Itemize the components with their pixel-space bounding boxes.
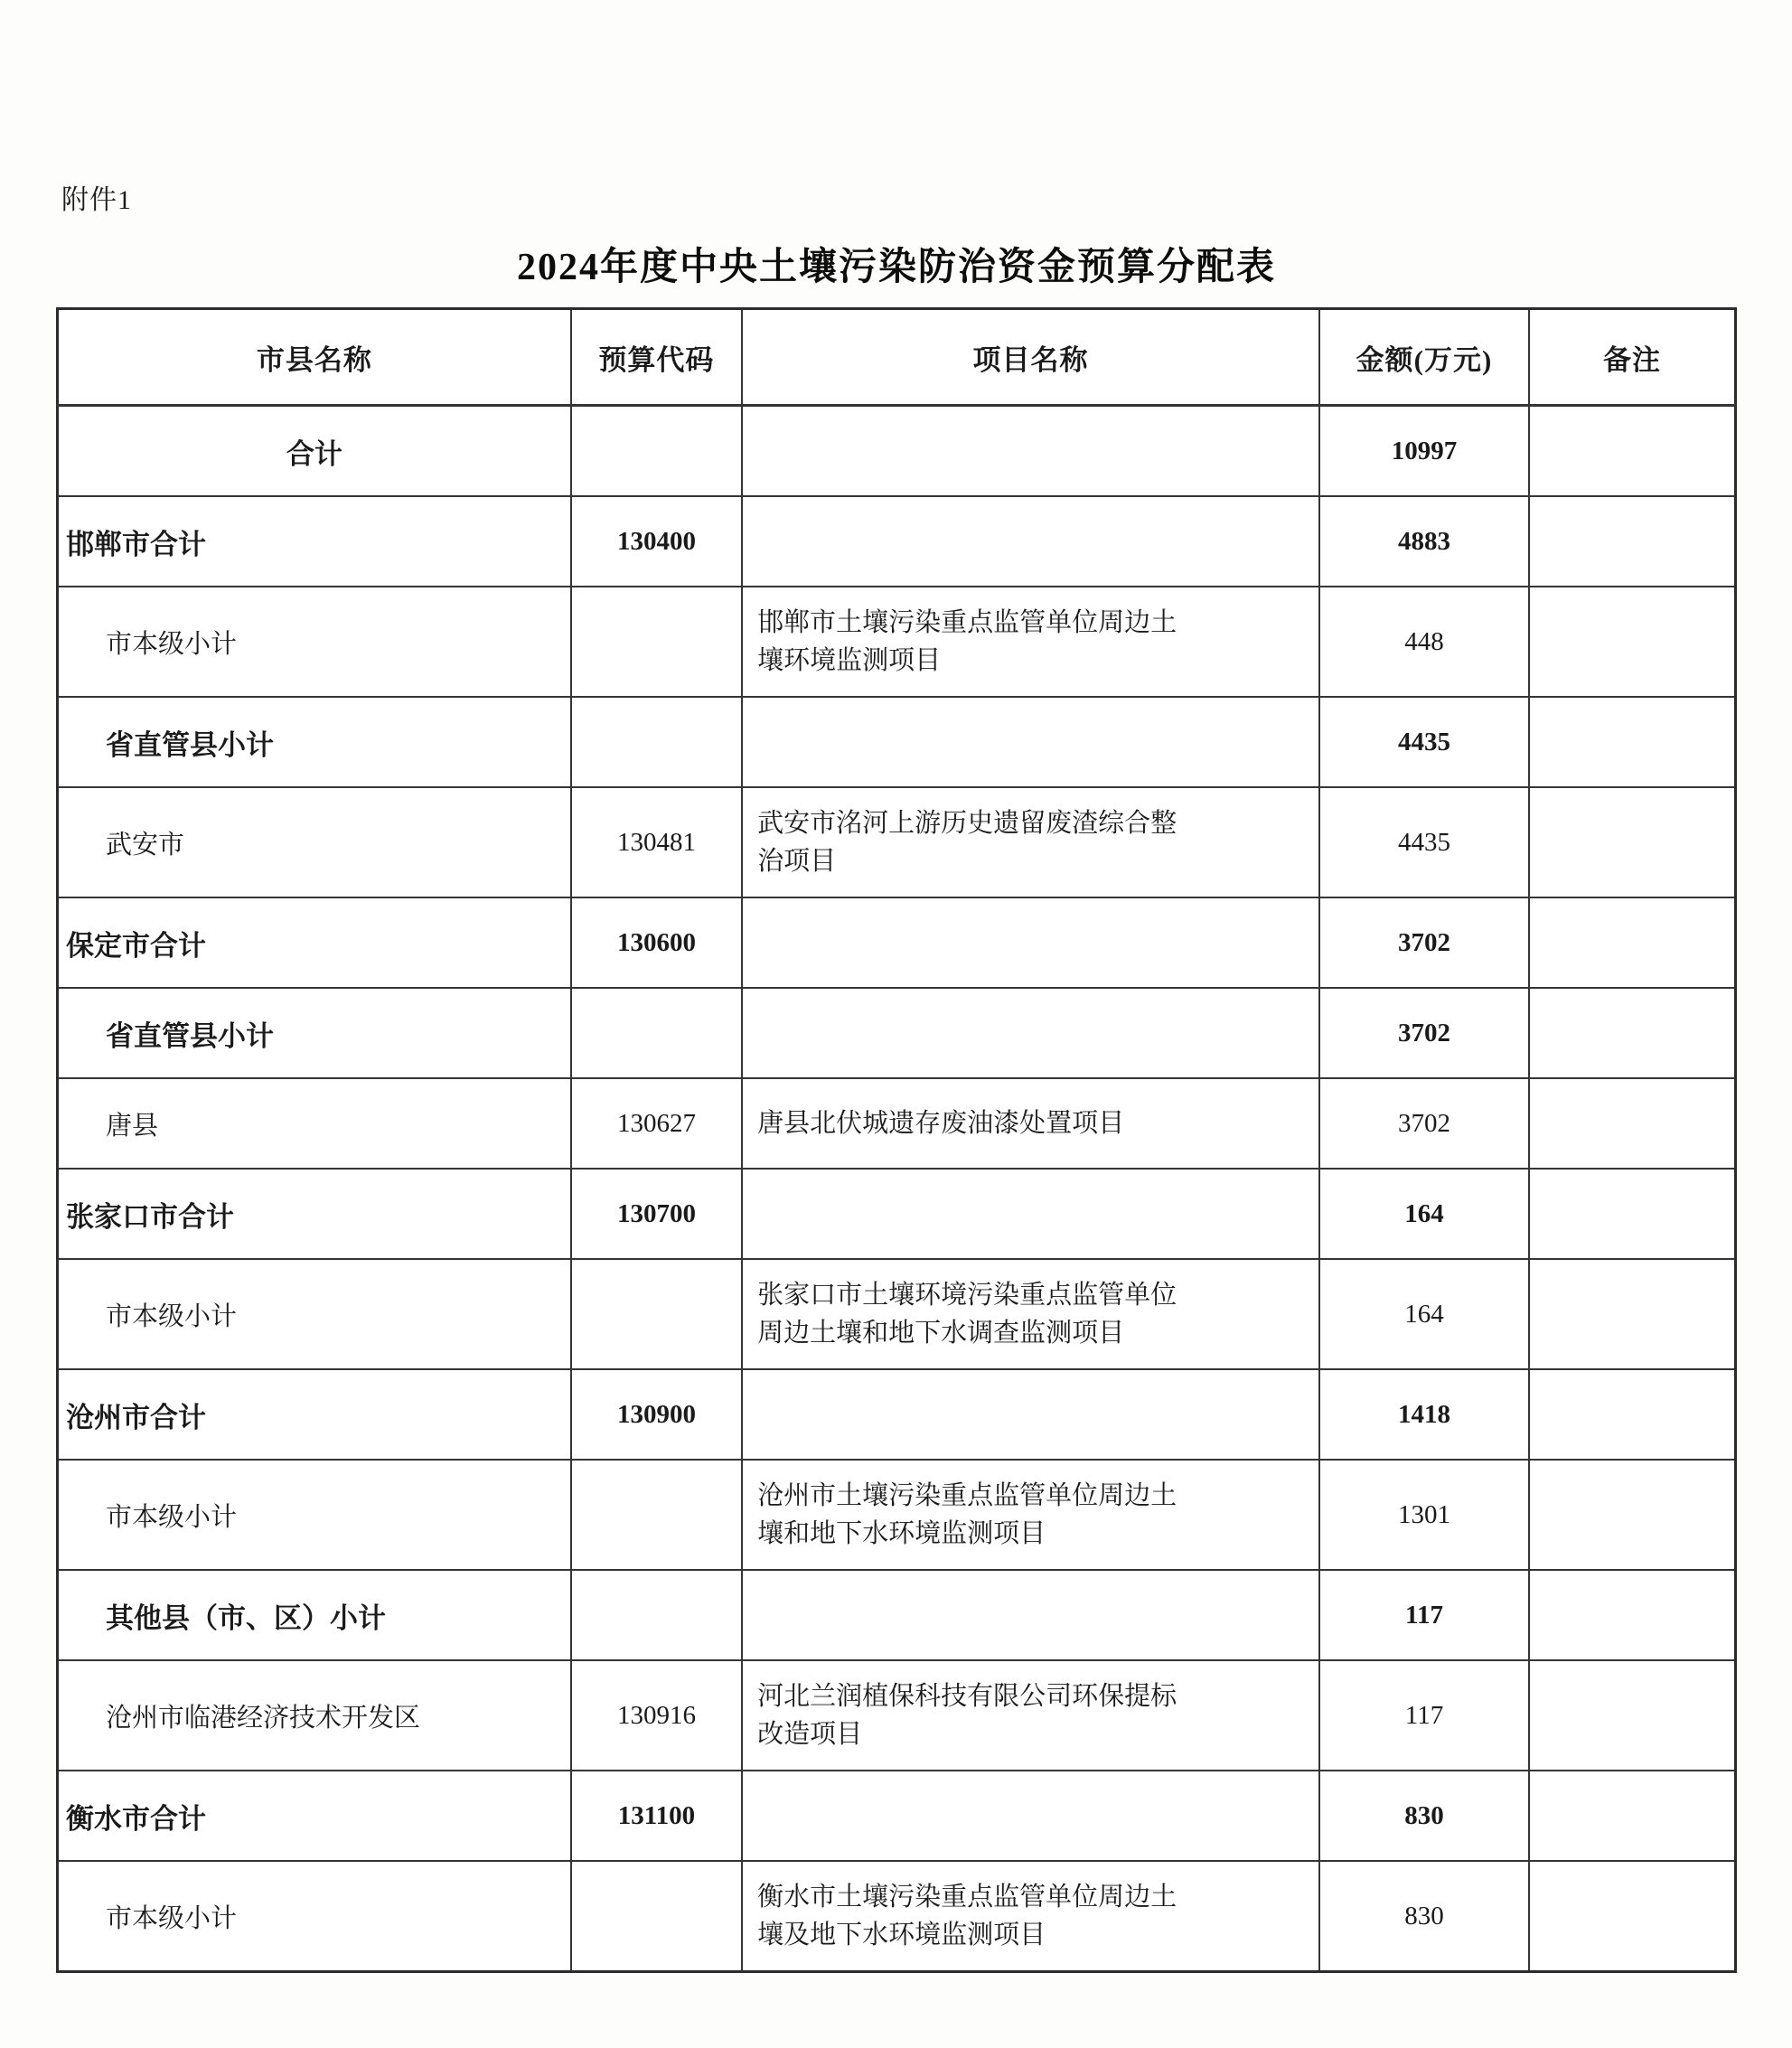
region-name: 武安市 <box>106 830 185 860</box>
amount-value: 164 <box>1404 1299 1444 1329</box>
region-name-cell <box>58 587 571 697</box>
table-row <box>58 587 1736 697</box>
remark-cell <box>1529 897 1735 988</box>
project-name <box>743 1409 1318 1420</box>
project-name: 张家口市土壤环境污染重点监管单位周边土壤和地下水调查监测项目 <box>757 1280 1177 1348</box>
region-name: 市本级小计 <box>106 1301 238 1331</box>
region-name: 衡水市合计 <box>66 1802 206 1835</box>
budget-code-cell <box>571 988 742 1078</box>
budget-code: 130400 <box>616 526 696 556</box>
region-name: 张家口市合计 <box>66 1200 234 1233</box>
region-name: 市本级小计 <box>106 1903 238 1933</box>
project-name <box>743 937 1318 948</box>
page-title: 2024年度中央土壤污染防治资金预算分配表 <box>516 247 1276 288</box>
project-name: 邯郸市土壤污染重点监管单位周边土壤环境监测项目 <box>757 607 1177 675</box>
region-name-cell <box>58 1460 571 1570</box>
table-header <box>58 309 1736 406</box>
region-name-cell <box>58 1570 571 1660</box>
amount-cell <box>1319 587 1529 697</box>
amount-cell <box>1319 406 1529 497</box>
amount-cell <box>1319 988 1529 1078</box>
project-name-cell <box>742 1570 1319 1660</box>
region-name: 邯郸市合计 <box>66 528 206 560</box>
header-row <box>58 309 1736 406</box>
table-row <box>58 406 1736 497</box>
header-budget-code: 预算代码 <box>571 309 742 406</box>
project-name-cell <box>742 1078 1319 1169</box>
table-row <box>58 897 1736 988</box>
budget-code: 130916 <box>616 1700 696 1730</box>
project-name: 沧州市土壤污染重点监管单位周边土壤和地下水环境监测项目 <box>757 1480 1177 1548</box>
region-name: 市本级小计 <box>106 1502 238 1532</box>
header-amount: 金额(万元) <box>1319 309 1529 406</box>
table-row <box>58 496 1736 587</box>
table-body <box>58 406 1736 1972</box>
table-row <box>58 1771 1736 1861</box>
table-row <box>58 1369 1736 1460</box>
remark-cell <box>1529 787 1735 897</box>
project-name-cell <box>742 1259 1319 1369</box>
remark-cell <box>1529 988 1735 1078</box>
amount-cell <box>1319 787 1529 897</box>
remark-cell <box>1529 697 1735 787</box>
header-region-name: 市县名称 <box>58 309 571 406</box>
remark-cell <box>1529 1861 1735 1972</box>
region-name-cell <box>58 897 571 988</box>
amount-cell <box>1319 897 1529 988</box>
amount-value: 4435 <box>1398 727 1450 756</box>
region-name: 合计 <box>286 437 342 470</box>
project-name-cell <box>742 1861 1319 1972</box>
table-row <box>58 697 1736 787</box>
project-name-cell <box>742 406 1319 497</box>
project-name-cell <box>742 1460 1319 1570</box>
remark-cell <box>1529 1369 1735 1460</box>
budget-code-cell <box>571 1570 742 1660</box>
project-name-cell <box>742 697 1319 787</box>
table-row <box>58 1861 1736 1972</box>
project-name <box>743 1610 1318 1621</box>
region-name-cell <box>58 787 571 897</box>
remark-cell <box>1529 1660 1735 1771</box>
amount-value: 830 <box>1404 1800 1444 1830</box>
project-name: 河北兰润植保科技有限公司环保提标改造项目 <box>757 1681 1177 1749</box>
header-project-name: 项目名称 <box>742 309 1319 406</box>
region-name-cell <box>58 1861 571 1972</box>
budget-code: 130700 <box>616 1198 696 1228</box>
budget-code-cell <box>571 1369 742 1460</box>
budget-code-cell <box>571 406 742 497</box>
amount-cell <box>1319 1078 1529 1169</box>
project-name: 衡水市土壤污染重点监管单位周边土壤及地下水环境监测项目 <box>757 1882 1177 1949</box>
amount-value: 4435 <box>1398 827 1450 857</box>
project-name-cell <box>742 1369 1319 1460</box>
remark-cell <box>1529 406 1735 497</box>
region-name-cell <box>58 1259 571 1369</box>
budget-code: 130481 <box>616 827 696 857</box>
amount-cell <box>1319 496 1529 587</box>
region-name: 省直管县小计 <box>106 728 274 761</box>
amount-value: 117 <box>1405 1600 1443 1630</box>
budget-code: 130600 <box>616 927 696 957</box>
budget-code: 130627 <box>616 1108 696 1138</box>
region-name: 其他县（市、区）小计 <box>106 1602 386 1634</box>
amount-cell <box>1319 1259 1529 1369</box>
amount-value: 164 <box>1404 1198 1444 1228</box>
budget-code-cell <box>571 787 742 897</box>
amount-cell <box>1319 1570 1529 1660</box>
table-row <box>58 1078 1736 1169</box>
amount-cell <box>1319 1169 1529 1259</box>
region-name: 沧州市合计 <box>66 1401 206 1433</box>
budget-code-cell <box>571 1460 742 1570</box>
project-name-cell <box>742 1169 1319 1259</box>
remark-cell <box>1529 1259 1735 1369</box>
project-name <box>743 737 1318 747</box>
project-name-cell <box>742 787 1319 897</box>
budget-code-cell <box>571 1169 742 1259</box>
region-name-cell <box>58 988 571 1078</box>
region-name: 省直管县小计 <box>106 1019 274 1052</box>
project-name <box>743 446 1318 456</box>
remark-cell <box>1529 1078 1735 1169</box>
amount-value: 10997 <box>1391 436 1458 465</box>
project-name <box>743 1028 1318 1038</box>
remark-cell <box>1529 496 1735 587</box>
amount-value: 3702 <box>1398 1018 1450 1047</box>
remark-cell <box>1529 1460 1735 1570</box>
amount-value: 3702 <box>1398 1108 1450 1138</box>
amount-cell <box>1319 1460 1529 1570</box>
header-remark: 备注 <box>1529 309 1735 406</box>
amount-value: 4883 <box>1398 526 1450 556</box>
budget-code-cell <box>571 587 742 697</box>
project-name <box>743 1810 1318 1821</box>
project-name-cell <box>742 1771 1319 1861</box>
project-name-cell <box>742 897 1319 988</box>
budget-code: 130900 <box>616 1399 696 1429</box>
region-name-cell <box>58 1369 571 1460</box>
region-name-cell <box>58 697 571 787</box>
budget-code-cell <box>571 1771 742 1861</box>
project-name <box>743 1208 1318 1219</box>
region-name: 市本级小计 <box>106 629 238 659</box>
project-name-cell <box>742 587 1319 697</box>
project-name: 武安市洺河上游历史遗留废渣综合整治项目 <box>757 808 1177 876</box>
remark-cell <box>1529 1771 1735 1861</box>
region-name-cell <box>58 496 571 587</box>
remark-cell <box>1529 1169 1735 1259</box>
project-name-cell <box>742 496 1319 587</box>
table-row <box>58 1169 1736 1259</box>
region-name-cell <box>58 406 571 497</box>
region-name-cell <box>58 1078 571 1169</box>
table-row <box>58 787 1736 897</box>
budget-code-cell <box>571 1660 742 1771</box>
remark-cell <box>1529 587 1735 697</box>
budget-code-cell <box>571 496 742 587</box>
budget-code-cell <box>571 697 742 787</box>
amount-value: 1418 <box>1398 1399 1450 1429</box>
amount-value: 830 <box>1404 1901 1444 1931</box>
region-name-cell <box>58 1660 571 1771</box>
table-row <box>58 1660 1736 1771</box>
region-name: 唐县 <box>106 1111 159 1141</box>
budget-table <box>56 307 1737 1973</box>
region-name: 沧州市临港经济技术开发区 <box>106 1703 421 1733</box>
amount-cell <box>1319 1660 1529 1771</box>
amount-cell <box>1319 1861 1529 1972</box>
budget-code-cell <box>571 1861 742 1972</box>
table-row <box>58 1259 1736 1369</box>
table-row <box>58 1570 1736 1660</box>
project-name-cell <box>742 988 1319 1078</box>
amount-cell <box>1319 1771 1529 1861</box>
amount-value: 1301 <box>1398 1499 1450 1529</box>
budget-code-cell <box>571 897 742 988</box>
amount-value: 117 <box>1404 1700 1444 1730</box>
attachment-label: 附件1 <box>61 185 132 215</box>
amount-value: 3702 <box>1398 927 1450 957</box>
project-name <box>743 536 1318 547</box>
project-name-cell <box>742 1660 1319 1771</box>
project-name: 唐县北伏城遗存废油漆处置项目 <box>757 1108 1125 1138</box>
budget-code-cell <box>571 1259 742 1369</box>
budget-code-cell <box>571 1078 742 1169</box>
budget-code: 131100 <box>617 1800 696 1830</box>
amount-value: 448 <box>1404 626 1444 656</box>
amount-cell <box>1319 1369 1529 1460</box>
region-name-cell <box>58 1169 571 1259</box>
remark-cell <box>1529 1570 1735 1660</box>
amount-cell <box>1319 697 1529 787</box>
region-name-cell <box>58 1771 571 1861</box>
table-row <box>58 988 1736 1078</box>
region-name: 保定市合计 <box>66 929 206 962</box>
table-row <box>58 1460 1736 1570</box>
